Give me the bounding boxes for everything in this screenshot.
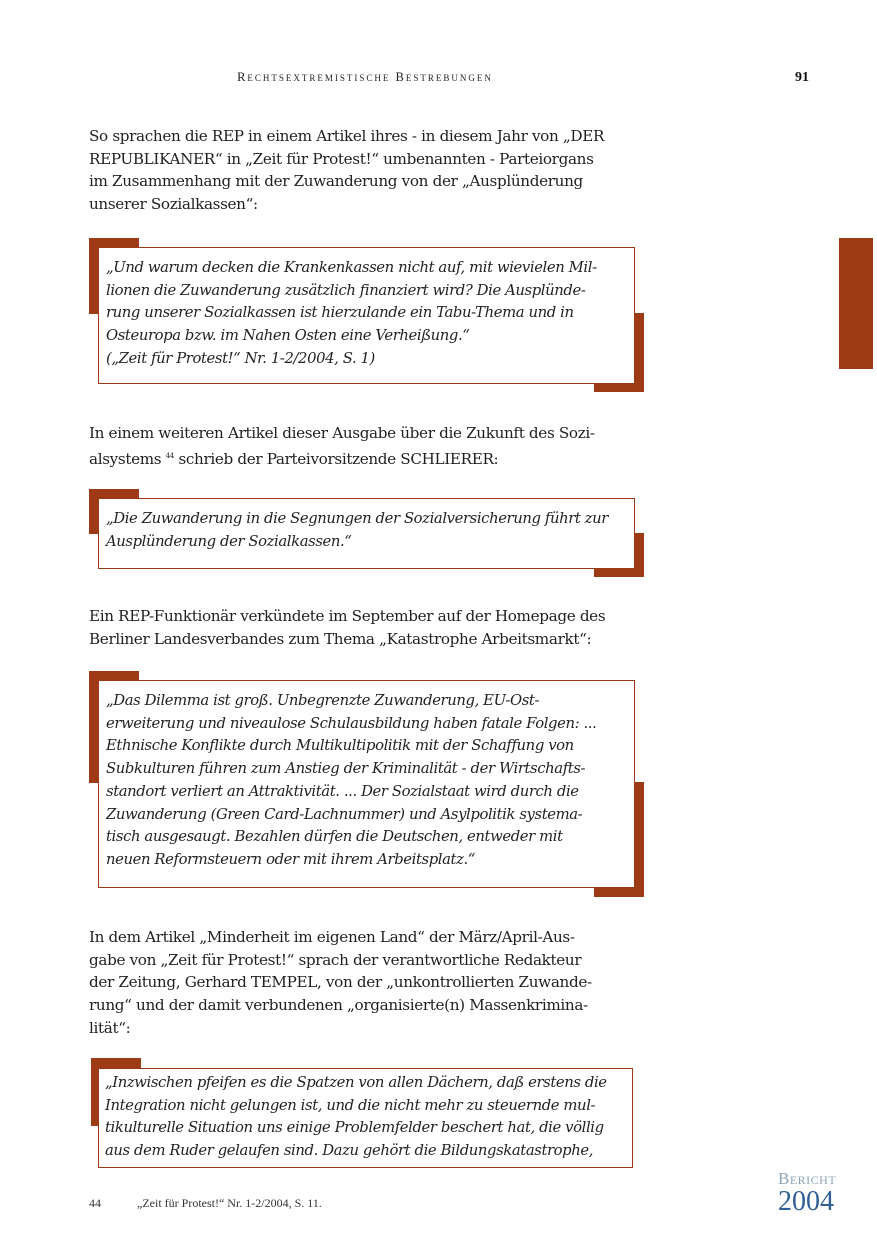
quote-line: Ausplünderung der Sozialkassen.“: [106, 532, 352, 550]
body-paragraph-4: [89, 926, 649, 1040]
quote-line: tikulturelle Situation uns einige Problemfelder beschert hat, die völlig: [105, 1119, 604, 1137]
paragraph-line: So sprachen die REP in einem Artikel ihres - in diesem Jahr von „DER: [89, 127, 605, 145]
report-logo: [778, 1170, 848, 1216]
quote-source: („Zeit für Protest!“ Nr. 1-2/2004, S. 1): [106, 349, 375, 367]
running-title: Rechtsextremistische Bestrebungen: [237, 70, 493, 84]
paragraph-line: Ein REP-Funktionär verkündete im September auf der Homepage des: [89, 607, 606, 625]
quote-line: standort verliert an Attraktivität. ... Der Sozialstaat wird durch die: [106, 782, 579, 800]
report-logo-year: 2004: [778, 1186, 834, 1217]
body-paragraph-3: [89, 605, 649, 650]
quote-line: Zuwanderung (Green Card-Lachnummer) und Asylpolitik systema-: [106, 805, 583, 823]
quote-line: Integration nicht gelungen ist, und die nicht mehr zu steuernde mul-: [105, 1096, 596, 1114]
quote-line: aus dem Ruder gelaufen sind. Dazu gehört die Bildungskatastrophe,: [105, 1142, 594, 1160]
quote-line: „Das Dilemma ist groß. Unbegrenzte Zuwanderung, EU-Ost-: [106, 692, 540, 709]
quote-box-3: [98, 680, 635, 888]
report-logo-word: Bericht: [778, 1169, 837, 1188]
quote-line: „Und warum decken die Krankenkassen nicht auf, mit wievielen Mil-: [106, 259, 597, 276]
paragraph-line: In einem weiteren Artikel dieser Ausgabe über die Zukunft des Sozi-: [89, 424, 595, 442]
quote-line: neuen Reformsteuern oder mit ihrem Arbeitsplatz.“: [106, 850, 475, 868]
paragraph-line: der Zeitung, Gerhard TEMPEL, von der „unkontrollierten Zuwande-: [89, 973, 592, 992]
quote-line: Ethnische Konflikte durch Multikultipolitik mit der Schaffung von: [106, 737, 574, 755]
quote-box-2: [98, 498, 635, 569]
paragraph-line: schrieb der Parteivorsitzende SCHLIERER:: [178, 449, 499, 468]
paragraph-line: alsystems: [89, 449, 162, 468]
footnote-number: 44: [89, 1196, 101, 1210]
quote-box-4: [98, 1068, 633, 1168]
quote-line: „Inzwischen pfeifen es die Spatzen von allen Dächern, daß erstens die: [105, 1074, 607, 1091]
quote-line: tisch ausgesaugt. Bezahlen dürfen die Deutschen, entweder mit: [106, 828, 563, 846]
body-paragraph-1: [89, 125, 649, 216]
paragraph-line: REPUBLIKANER“ in „Zeit für Protest!“ umbenannten - Parteiorgans: [89, 149, 594, 168]
paragraph-line: rung“ und der damit verbundenen „organisierte(n) Massenkrimina-: [89, 996, 588, 1015]
quote-line: Osteuropa bzw. im Nahen Osten eine Verheißung.“: [106, 327, 470, 345]
paragraph-line: Berliner Landesverbandes zum Thema „Katastrophe Arbeitsmarkt“:: [89, 629, 592, 648]
paragraph-line: In dem Artikel „Minderheit im eigenen Land“ der März/April-Aus-: [89, 928, 575, 946]
quote-line: lionen die Zuwanderung zusätzlich finanziert wird? Die Ausplünde-: [106, 281, 586, 299]
footnote-reference[interactable]: 44: [165, 451, 174, 460]
quote-text: [106, 508, 634, 553]
body-paragraph-2: [89, 422, 649, 470]
quote-line: rung unserer Sozialkassen ist hierzulande ein Tabu-Thema und in: [106, 304, 574, 322]
quote-line: „Die Zuwanderung in die Segnungen der Sozialversicherung führt zur: [106, 510, 608, 527]
quote-text: [105, 1072, 632, 1163]
chapter-tab-marker: [839, 238, 873, 369]
quote-text: [106, 257, 634, 371]
quote-text: [106, 690, 634, 872]
quote-line: Subkulturen führen zum Anstieg der Kriminalität - der Wirtschafts-: [106, 760, 586, 778]
quote-box-1: [98, 247, 635, 384]
paragraph-line: lität“:: [89, 1018, 131, 1037]
quote-line: erweiterung und niveaulose Schulausbildung haben fatale Folgen: ...: [106, 714, 597, 732]
footnote-text: „Zeit für Protest!“ Nr. 1-2/2004, S. 11.: [137, 1196, 322, 1210]
page-number: 91: [795, 70, 809, 85]
paragraph-line: unserer Sozialkassen“:: [89, 195, 258, 214]
paragraph-line: im Zusammenhang mit der Zuwanderung von der „Ausplünderung: [89, 172, 583, 191]
paragraph-line: gabe von „Zeit für Protest!“ sprach der verantwortliche Redakteur: [89, 950, 582, 969]
